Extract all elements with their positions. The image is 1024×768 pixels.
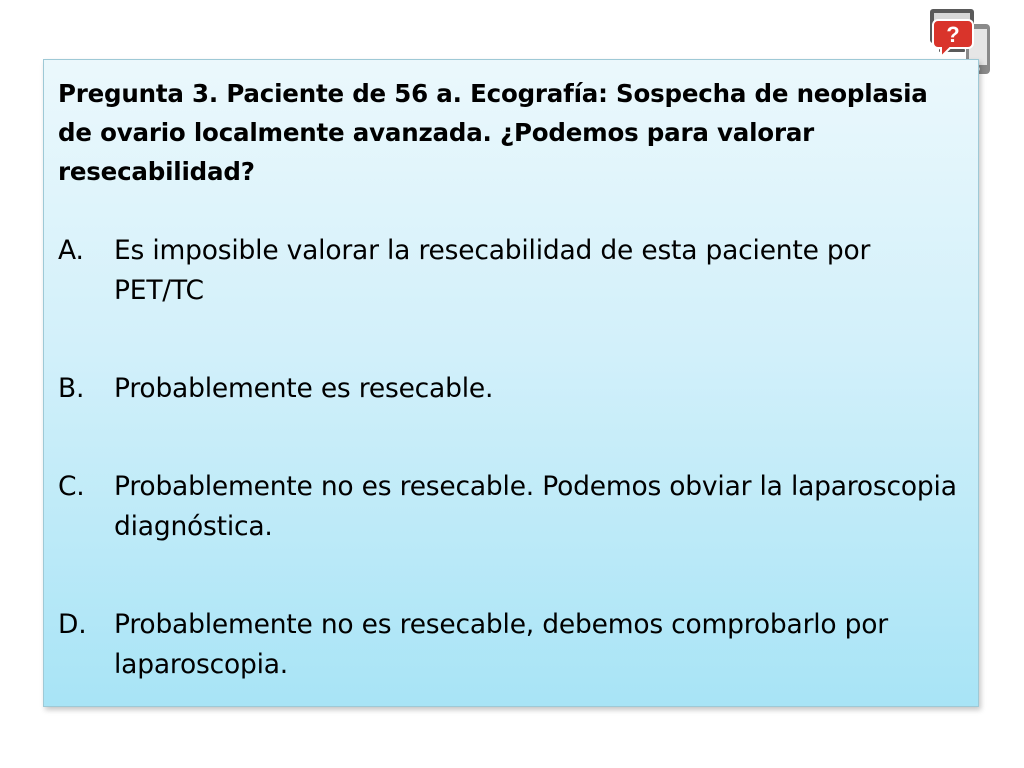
option-letter: D. [58, 609, 87, 640]
option-letter: C. [58, 471, 85, 502]
option-a[interactable] [58, 231, 960, 311]
option-text: Es imposible valorar la resecabilidad de esta paciente por PET/TC [114, 235, 871, 306]
answer-options [58, 231, 960, 685]
option-text: Probablemente es resecable. [114, 373, 494, 404]
question-box [43, 59, 979, 707]
option-text: Probablemente no es resecable, debemos comprobarlo por laparoscopia. [114, 609, 888, 680]
option-letter: A. [58, 235, 84, 266]
question-mark-icon: ? [946, 22, 960, 47]
question-title: Pregunta 3. Paciente de 56 a. Ecografía: Sospecha de neoplasia de ovario localmente avanzada. ¿Podemos para valorar resecabilidad? [58, 79, 928, 186]
option-c[interactable] [58, 467, 960, 547]
option-b[interactable] [58, 369, 960, 409]
option-d[interactable] [58, 605, 960, 685]
option-text: Probablemente no es resecable. Podemos obviar la laparoscopia diagnóstica. [114, 471, 957, 542]
option-letter: B. [58, 373, 85, 404]
